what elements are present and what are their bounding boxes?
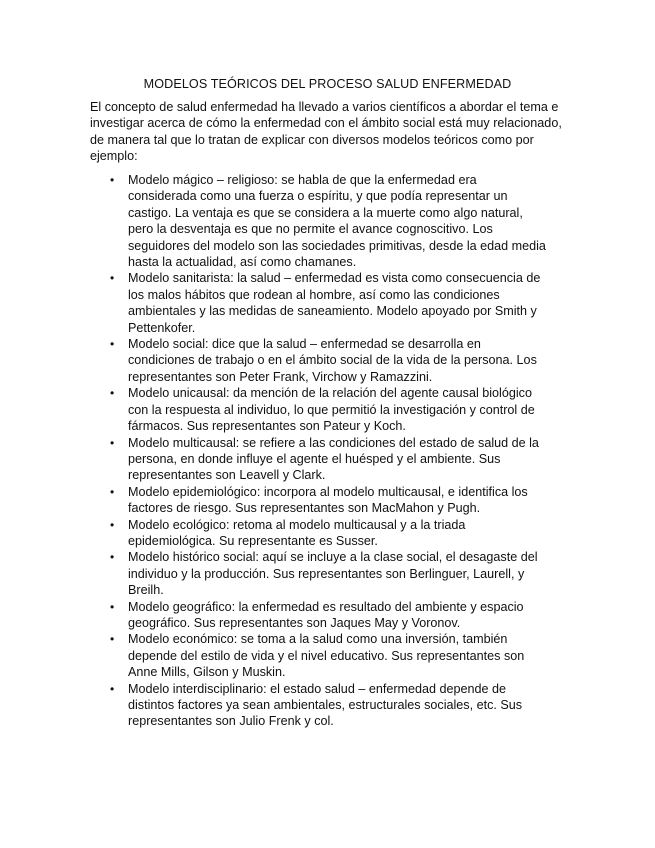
list-item — [110, 681, 548, 730]
list-item-text: Modelo histórico social: aquí se incluye a la clase social, el desagaste del individuo y la producción. Sus representantes son Berlinguer, Laurell, y Breilh. — [128, 550, 538, 598]
list-item-text: Modelo epidemiológico: incorpora al modelo multicausal, e identifica los factores de riesgo. Sus representantes son MacMahon y Pugh. — [128, 484, 528, 516]
bullet-icon: • — [110, 173, 115, 187]
list-item-text: Modelo mágico – religioso: se habla de que la enfermedad era considerada como una fuerza o espíritu, y que podía representar un castigo. La ventaja es que se considera a la muerte como algo natural, pero la desventaja es que no permite el avance cognoscitivo. Los seguidores del modelo son las sociedades primitivas, desde la edad media hasta la actualidad, así como chamanes. — [128, 173, 546, 270]
list-item-text: Modelo sanitarista: la salud – enfermedad es vista como consecuencia de los malos hábitos que rodean al hombre, así como las condiciones ambientales y las medidas de saneamiento. Modelo apoyado por Smith y Pettenkofer. — [128, 271, 541, 335]
list-item — [110, 435, 548, 484]
model-list — [110, 172, 548, 730]
bullet-icon: • — [110, 681, 115, 696]
bullet-icon: • — [110, 517, 115, 532]
bullet-icon: • — [110, 599, 115, 614]
bullet-icon: • — [110, 386, 115, 401]
list-item-text: Modelo multicausal: se refiere a las condiciones del estado de salud de la persona, en donde influye el agente el huésped y el ambiente. Sus representantes son Leavell y Clark. — [128, 435, 539, 483]
list-item — [110, 599, 548, 632]
list-item-text: Modelo geográfico: la enfermedad es resultado del ambiente y espacio geográfico. Sus representantes son Jaques May y Voronov. — [128, 599, 524, 630]
list-item-text: Modelo unicausal: da mención de la relación del agente causal biológico con la respuesta al individuo, lo que permitió la investigación y control de fármacos. Sus representantes son Pateur y Koch. — [128, 386, 535, 434]
intro-paragraph: El concepto de salud enfermedad ha llevado a varios científicos a abordar el tema e investigar acerca de cómo la enfermedad con el ámbito social está muy relacionado, de manera tal que lo tratan de explicar con diversos modelos teóricos como por ejemplo: — [90, 100, 562, 164]
list-item-text: Modelo económico: se toma a la salud como una inversión, también depende del estilo de vida y el nivel educativo. Sus representantes son Anne Mills, Gilson y Muskin. — [128, 632, 525, 680]
list-item — [110, 549, 548, 598]
bullet-icon: • — [110, 550, 115, 565]
list-item-text: Modelo interdisciplinario: el estado salud – enfermedad depende de distintos factores ya sean ambientales, estructurales sociales, etc. Sus representantes son Julio Frenk y col. — [128, 681, 523, 729]
list-item — [110, 484, 548, 517]
bullet-icon: • — [110, 435, 115, 450]
list-item-text: Modelo social: dice que la salud – enfermedad se desarrolla en condiciones de trabajo o en el ámbito social de la vida de la persona. Los representantes son Peter Frank, Virchow y Ramazzini. — [128, 337, 537, 384]
bullet-icon: • — [110, 337, 115, 352]
document-title: MODELOS TEÓRICOS DEL PROCESO SALUD ENFERMEDAD — [143, 77, 512, 91]
bullet-icon: • — [110, 632, 115, 647]
list-item — [110, 517, 548, 550]
list-item-text: Modelo ecológico: retoma al modelo multicausal y a la triada epidemiológica. Su representante es Susser. — [128, 517, 466, 548]
list-item — [110, 270, 548, 336]
bullet-icon: • — [110, 484, 115, 499]
bullet-icon: • — [110, 271, 115, 286]
list-item — [110, 172, 548, 270]
list-item — [110, 631, 548, 680]
list-item — [110, 385, 548, 434]
list-item — [110, 336, 548, 385]
